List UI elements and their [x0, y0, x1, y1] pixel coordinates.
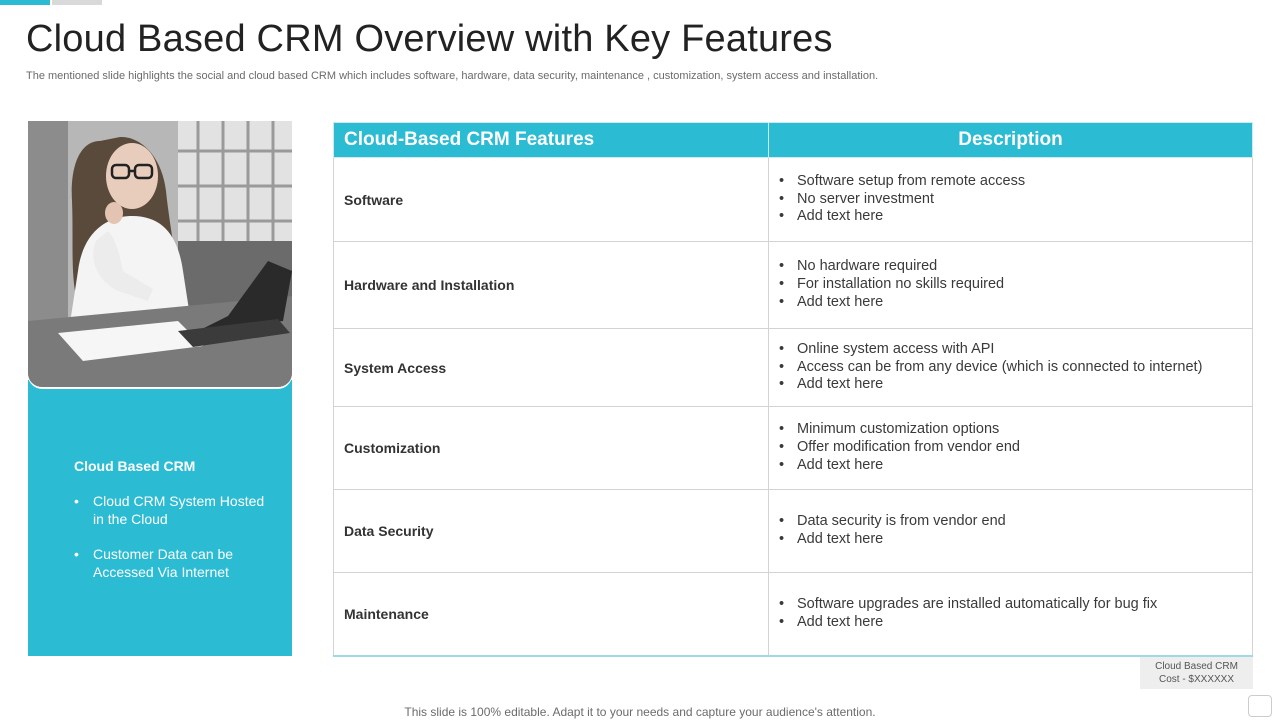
bullet-icon: •	[779, 358, 785, 375]
table-row	[334, 490, 1253, 573]
bullet-icon: •	[779, 421, 785, 438]
feature-cell: Software	[334, 158, 769, 242]
description-point-text: Minimum customization options	[797, 421, 1000, 438]
table-header-row	[334, 123, 1253, 158]
bullet-icon: •	[779, 456, 785, 473]
bullet-icon: •	[779, 190, 785, 207]
feature-cell: Maintenance	[334, 573, 769, 656]
description-cell	[769, 573, 1253, 656]
table-row	[334, 242, 1253, 329]
bullet-icon: •	[779, 439, 785, 456]
table-row	[334, 158, 1253, 242]
bullet-icon: •	[779, 172, 785, 189]
woman-at-laptop-photo	[28, 121, 292, 387]
corner-placeholder-box	[1248, 695, 1272, 717]
description-point-text: Add text here	[797, 531, 884, 547]
description-point	[779, 191, 1252, 209]
top-accent-bar-primary	[0, 0, 50, 5]
card-list-item	[74, 492, 274, 528]
card-list-item	[74, 545, 274, 581]
description-point	[779, 341, 1252, 359]
description-point-text: Online system access with API	[797, 340, 995, 357]
card-list-item-text: Cloud CRM System Hosted in the Cloud	[93, 493, 265, 527]
description-point	[779, 294, 1252, 312]
description-point	[779, 208, 1252, 226]
description-point-text: No hardware required	[797, 258, 938, 275]
description-column-header: Description	[769, 123, 1253, 158]
card-list-item-text: Customer Data can be Accessed Via Internet	[93, 546, 234, 580]
description-point-text: Access can be from any device (which is connected to internet)	[797, 358, 1203, 375]
description-point	[779, 614, 1252, 632]
description-point	[779, 173, 1252, 191]
description-point-text: For installation no skills required	[797, 276, 1005, 293]
description-point	[779, 531, 1252, 549]
description-cell	[769, 407, 1253, 490]
feature-cell: Data Security	[334, 490, 769, 573]
bullet-icon: •	[779, 208, 785, 225]
description-point	[779, 276, 1252, 294]
table-row	[334, 407, 1253, 490]
bullet-icon: •	[779, 376, 785, 393]
page-title: Cloud Based CRM Overview with Key Features	[26, 18, 833, 60]
cost-badge	[1140, 657, 1253, 689]
bullet-icon: •	[779, 293, 785, 310]
description-point-text: No server investment	[797, 190, 934, 207]
description-point-text: Software upgrades are installed automatically for bug fix	[797, 596, 1158, 613]
features-table-container	[333, 122, 1253, 657]
table-row	[334, 329, 1253, 407]
page-subtitle: The mentioned slide highlights the social and cloud based CRM which includes software, hardware, data security, maintenance , customization, system access and installation.	[26, 70, 879, 82]
description-point-text: Add text here	[797, 613, 884, 630]
bullet-icon: •	[779, 340, 785, 357]
bullet-icon: •	[779, 513, 785, 530]
feature-cell: System Access	[334, 329, 769, 407]
features-column-header: Cloud-Based CRM Features	[334, 123, 769, 158]
description-cell	[769, 329, 1253, 407]
description-point-text: Add text here	[797, 208, 884, 225]
bullet-icon: •	[779, 596, 785, 613]
bullet-icon: •	[74, 493, 79, 509]
description-point	[779, 359, 1252, 377]
description-point	[779, 258, 1252, 276]
description-point	[779, 457, 1252, 475]
description-point	[779, 376, 1252, 394]
bullet-icon: •	[779, 276, 785, 293]
description-point-text: Add text here	[797, 293, 884, 310]
description-point-text: Data security is from vendor end	[797, 513, 1006, 530]
bullet-icon: •	[74, 546, 79, 562]
feature-cell: Hardware and Installation	[334, 242, 769, 329]
top-accent-bar-secondary	[52, 0, 102, 5]
bullet-icon: •	[779, 613, 785, 630]
cost-badge-line2: Cost - $XXXXXX	[1158, 674, 1235, 685]
footer-note: This slide is 100% editable. Adapt it to your needs and capture your audience's attention.	[404, 705, 876, 719]
description-cell	[769, 490, 1253, 573]
feature-cell: Customization	[334, 407, 769, 490]
photo-illustration	[28, 121, 292, 387]
description-point-text: Offer modification from vendor end	[797, 439, 1020, 456]
description-point	[779, 513, 1252, 531]
description-point	[779, 596, 1252, 614]
description-cell	[769, 158, 1253, 242]
cloud-crm-info-card	[28, 380, 292, 656]
card-title: Cloud Based CRM	[74, 458, 196, 474]
description-point-text: Add text here	[797, 376, 884, 393]
features-table	[333, 122, 1253, 657]
card-list	[74, 492, 274, 598]
description-point-text: Software setup from remote access	[797, 172, 1026, 189]
bullet-icon: •	[779, 531, 785, 547]
table-row	[334, 573, 1253, 656]
description-point	[779, 439, 1252, 457]
bullet-icon: •	[779, 258, 785, 275]
description-point	[779, 421, 1252, 439]
description-cell	[769, 242, 1253, 329]
cost-badge-line1: Cloud Based CRM	[1155, 661, 1238, 672]
description-point-text: Add text here	[797, 456, 884, 473]
